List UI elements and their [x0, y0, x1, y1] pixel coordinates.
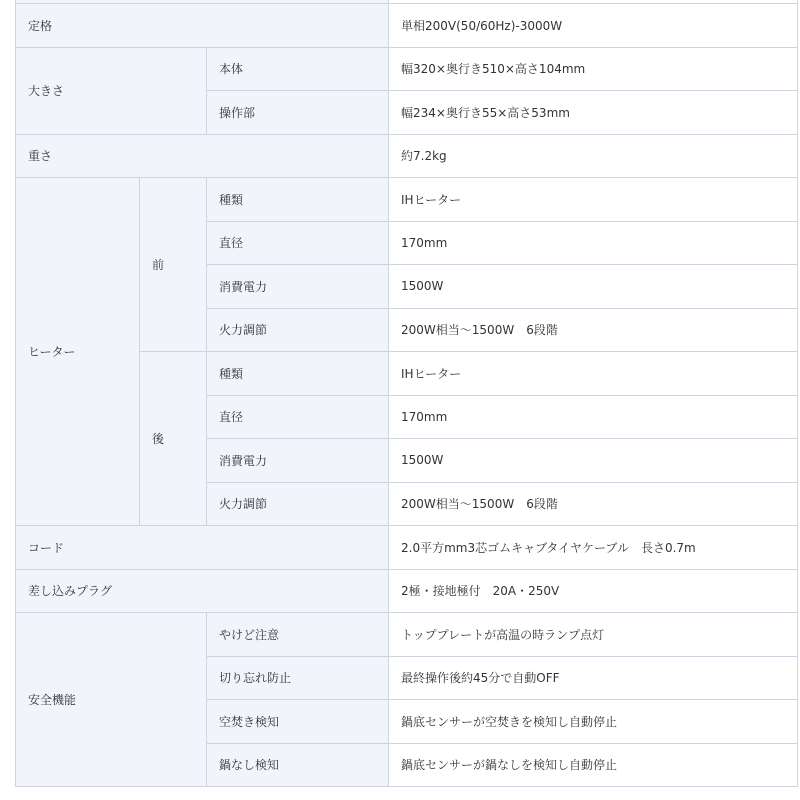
spec-label: 差し込みプラグ [16, 569, 389, 613]
spec-sublabel: 鍋なし検知 [207, 743, 389, 787]
spec-label: 定格 [16, 4, 389, 48]
spec-value: 鍋底センサーが空焚きを検知し自動停止 [389, 700, 798, 744]
spec-group-label: 大きさ [16, 47, 207, 134]
spec-value: 単相200V(50/60Hz)-3000W [389, 4, 798, 48]
spec-value: 1500W [389, 265, 798, 309]
spec-row-safety-burn [16, 613, 798, 657]
spec-sublabel: 消費電力 [207, 439, 389, 483]
spec-group-label: 安全機能 [16, 613, 207, 787]
spec-sublabel: 種類 [207, 178, 389, 222]
spec-row-weight [16, 134, 798, 178]
spec-value: IHヒーター [389, 352, 798, 396]
spec-sublabel: やけど注意 [207, 613, 389, 657]
spec-value: 幅234×奥行き55×高さ53mm [389, 91, 798, 135]
spec-value: IHヒーター [389, 178, 798, 222]
spec-row-size-body [16, 47, 798, 91]
spec-value: 1500W [389, 439, 798, 483]
spec-sublabel: 消費電力 [207, 265, 389, 309]
spec-table [15, 0, 798, 787]
spec-sublabel: 直径 [207, 221, 389, 265]
spec-sublabel: 火力調節 [207, 482, 389, 526]
spec-label: 重さ [16, 134, 389, 178]
spec-subgroup-label: 前 [140, 178, 207, 352]
spec-row-cord [16, 526, 798, 570]
spec-value: 最終操作後約45分で自動OFF [389, 656, 798, 700]
spec-value: 170mm [389, 221, 798, 265]
spec-value: 幅320×奥行き510×高さ104mm [389, 47, 798, 91]
spec-row-rated [16, 4, 798, 48]
spec-sublabel: 切り忘れ防止 [207, 656, 389, 700]
spec-value: 約7.2kg [389, 134, 798, 178]
spec-sublabel: 種類 [207, 352, 389, 396]
spec-subgroup-label: 後 [140, 352, 207, 526]
spec-value: 200W相当～1500W 6段階 [389, 308, 798, 352]
spec-label: コード [16, 526, 389, 570]
spec-group-label: ヒーター [16, 178, 140, 526]
spec-sublabel: 本体 [207, 47, 389, 91]
spec-sublabel: 操作部 [207, 91, 389, 135]
spec-value: 2.0平方mm3芯ゴムキャブタイヤケーブル 長さ0.7m [389, 526, 798, 570]
spec-value: 170mm [389, 395, 798, 439]
spec-value: 200W相当～1500W 6段階 [389, 482, 798, 526]
spec-value: 2極・接地極付 20A・250V [389, 569, 798, 613]
spec-sublabel: 直径 [207, 395, 389, 439]
spec-row-plug [16, 569, 798, 613]
spec-sublabel: 火力調節 [207, 308, 389, 352]
spec-value: 鍋底センサーが鍋なしを検知し自動停止 [389, 743, 798, 787]
spec-sublabel: 空焚き検知 [207, 700, 389, 744]
spec-value: トッププレートが高温の時ランプ点灯 [389, 613, 798, 657]
spec-row-heater-front-type [16, 178, 798, 222]
